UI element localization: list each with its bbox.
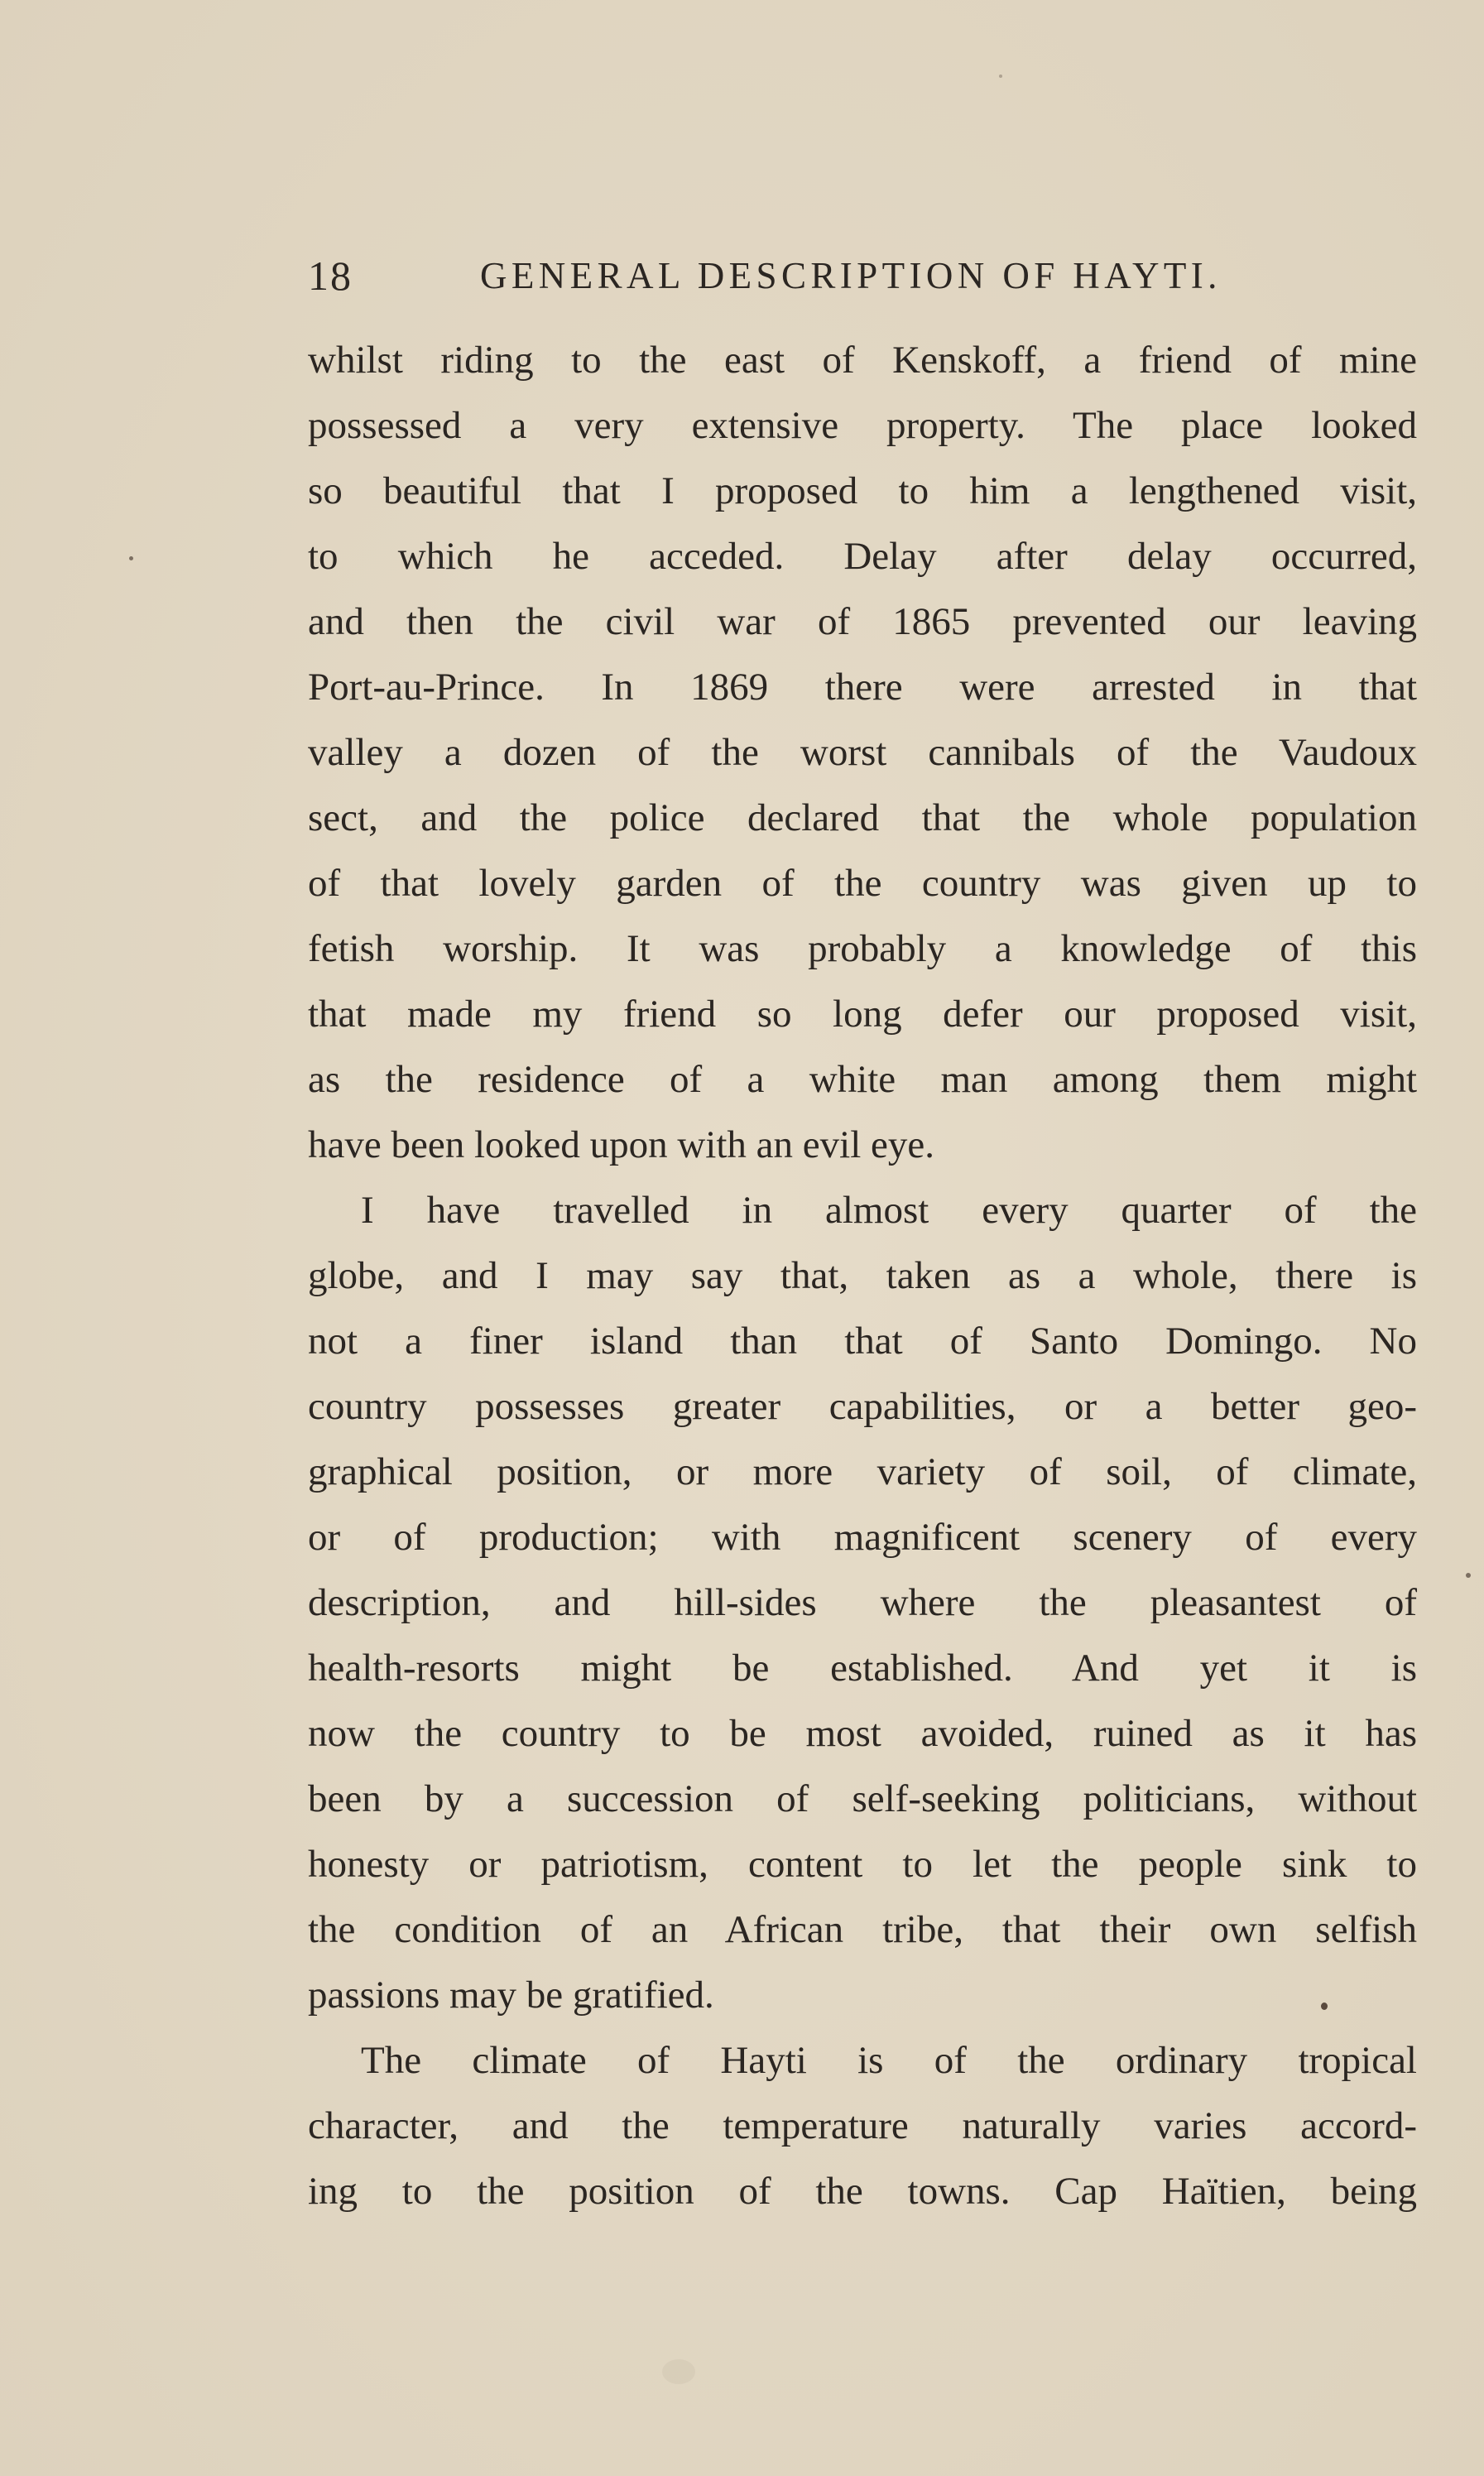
running-head-title: GENERAL DESCRIPTION OF HAYTI. (480, 255, 1222, 296)
text-line: the condition of an African tribe, that their own selfish (308, 1908, 1417, 1951)
ink-speck (999, 75, 1002, 78)
text-line: that made my friend so long defer our proposed visit, (308, 993, 1417, 1036)
text-line: honesty or patriotism, content to let the people sink to (308, 1843, 1417, 1886)
ink-speck (662, 2359, 695, 2384)
text-line: or of production; with magnificent scenery of every (308, 1516, 1417, 1559)
text-line: whilst riding to the east of Kenskoff, a friend of mine (308, 339, 1417, 382)
ink-speck (1466, 1573, 1471, 1578)
text-line: fetish worship. It was probably a knowledge of this (308, 927, 1417, 970)
paragraph-start-line: I have travelled in almost every quarter of the (361, 1189, 1417, 1232)
page-number: 18 (308, 252, 353, 299)
text-line: as the residence of a white man among them might (308, 1058, 1417, 1101)
body-text (308, 328, 1417, 2224)
ink-speck (1321, 2002, 1328, 2010)
text-line: now the country to be most avoided, ruined as it has (308, 1712, 1417, 1755)
paragraph-end-line: passions may be gratified. (308, 1974, 714, 2017)
text-line: and then the civil war of 1865 prevented our leaving (308, 600, 1417, 643)
text-line: Port-au-Prince. In 1869 there were arrested in that (308, 666, 1417, 709)
text-line: to which he acceded. Delay after delay occurred, (308, 535, 1417, 578)
text-line: health-resorts might be established. And yet it is (308, 1647, 1417, 1690)
paragraph-start-line: The climate of Hayti is of the ordinary tropical (361, 2039, 1417, 2082)
text-line: character, and the temperature naturally varies accord- (308, 2104, 1417, 2147)
ink-speck (129, 556, 133, 560)
running-head (308, 247, 1417, 305)
text-line: of that lovely garden of the country was given up to (308, 862, 1417, 905)
text-line: possessed a very extensive property. The place looked (308, 404, 1417, 447)
text-line: valley a dozen of the worst cannibals of the Vaudoux (308, 731, 1417, 774)
text-line: globe, and I may say that, taken as a whole, there is (308, 1254, 1417, 1297)
paragraph-end-line: have been looked upon with an evil eye. (308, 1123, 934, 1166)
text-line: not a finer island than that of Santo Domingo. No (308, 1320, 1417, 1363)
text-line: so beautiful that I proposed to him a lengthened visit, (308, 469, 1417, 512)
text-line: graphical position, or more variety of soil, of climate, (308, 1450, 1417, 1493)
text-line: been by a succession of self-seeking politicians, without (308, 1777, 1417, 1820)
text-line: country possesses greater capabilities, or a better geo- (308, 1385, 1417, 1428)
text-line: sect, and the police declared that the whole population (308, 796, 1417, 839)
text-line: description, and hill-sides where the pleasantest of (308, 1581, 1417, 1624)
text-line: ing to the position of the towns. Cap Haïtien, being (308, 2170, 1417, 2213)
